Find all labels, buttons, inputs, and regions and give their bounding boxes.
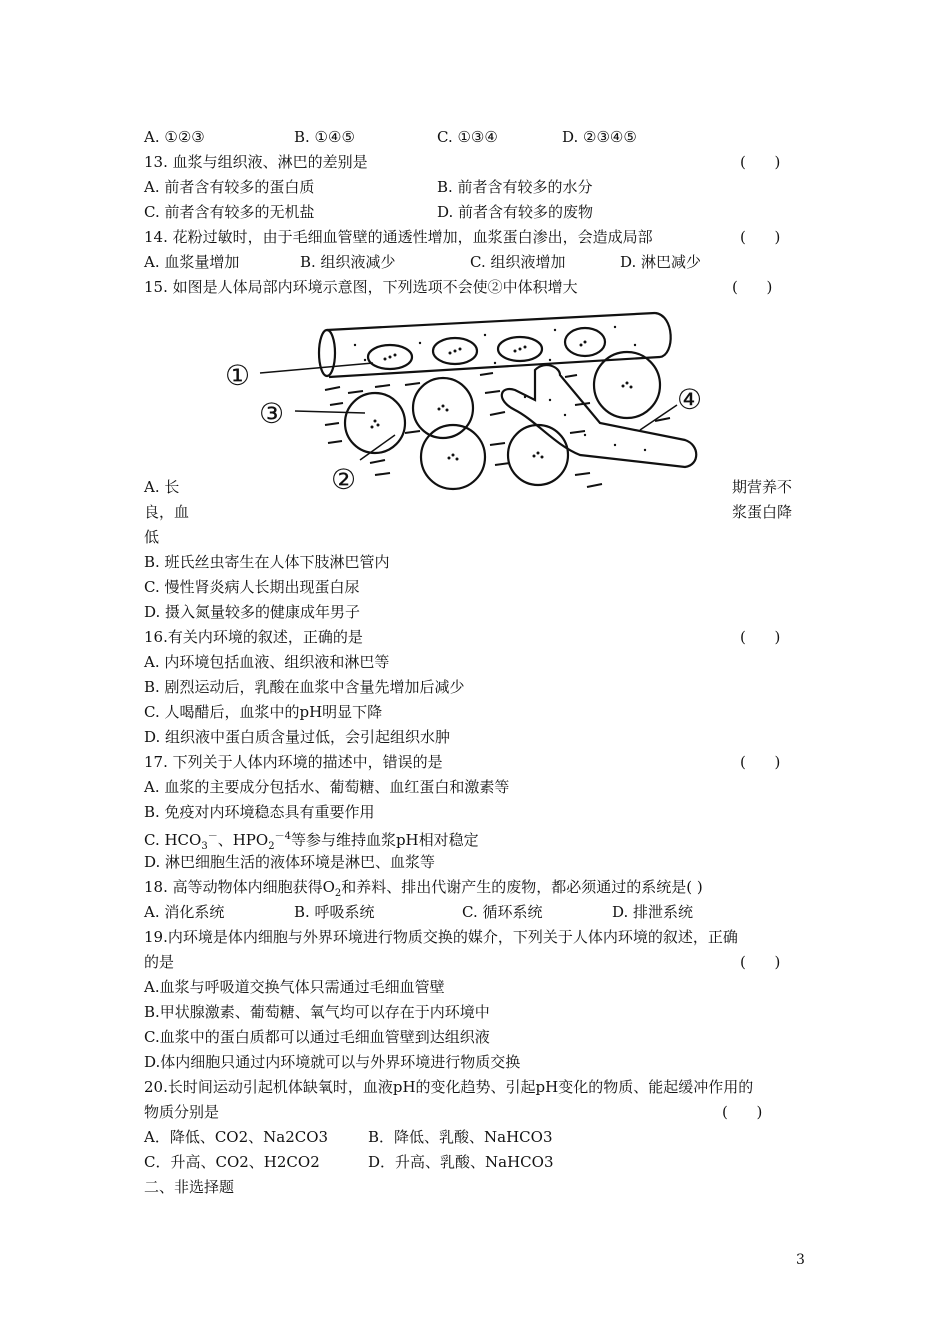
- q13-option-a: A. 前者含有较多的蛋白质: [144, 178, 315, 196]
- q17-option-a: A. 血浆的主要成分包括水、葡萄糖、血红蛋白和激素等: [144, 778, 510, 796]
- q17-c-sub1: 3: [201, 841, 208, 852]
- q17-stem: 17. 下列关于人体内环境的描述中，错误的是: [144, 753, 443, 771]
- q19-option-d: D.体内细胞只通过内环境就可以与外界环境进行物质交换: [144, 1053, 521, 1071]
- q18-option-a: A. 消化系统: [144, 903, 225, 921]
- q13-option-c: C. 前者含有较多的无机盐: [144, 203, 315, 221]
- q20-stem-line2: 物质分别是: [144, 1103, 220, 1121]
- figure-label-3: ③: [259, 397, 285, 430]
- q16-option-c: C. 人喝醋后，血浆中的pH明显下降: [144, 703, 383, 721]
- q13-answer-paren: ( ): [740, 153, 781, 171]
- q19-answer-paren: ( ): [740, 953, 781, 971]
- q13-option-d: D. 前者含有较多的废物: [437, 203, 594, 221]
- q15-stem: 15. 如图是人体局部内环境示意图，下列选项不会使②中体积增大: [144, 278, 578, 296]
- q20-option-c: C．升高、CO2、H2CO2: [144, 1153, 320, 1171]
- q13-stem: 13. 血浆与组织液、淋巴的差别是: [144, 153, 368, 171]
- q17-c-prefix: C. HCO: [144, 831, 202, 849]
- q14-answer-paren: ( ): [740, 228, 781, 246]
- q16-option-d: D. 组织液中蛋白质含量过低，会引起组织水肿: [144, 728, 451, 746]
- q13-option-b: B. 前者含有较多的水分: [437, 178, 593, 196]
- q17-c-sup1: －: [207, 831, 218, 842]
- q17-c-mid: 、HPO: [217, 831, 269, 849]
- q12-option-c: C. ①③④: [437, 128, 498, 146]
- q19-option-c: C.血浆中的蛋白质都可以通过毛细血管壁到达组织液: [144, 1028, 490, 1046]
- q17-c-suffix: 等参与维持血浆pH相对稳定: [290, 831, 479, 849]
- q20-option-a: A．降低、CO2、Na2CO3: [144, 1128, 329, 1146]
- q20-stem-line1: 20.长时间运动引起机体缺氧时，血液pH的变化趋势、引起pH变化的物质、能起缓冲作用的: [144, 1078, 754, 1096]
- q20-option-b: B．降低、乳酸、NaHCO3: [368, 1128, 553, 1146]
- q15-option-a-part1: A. 长: [144, 478, 180, 496]
- q14-option-a: A. 血浆量增加: [144, 253, 240, 271]
- q14-option-b: B. 组织液减少: [300, 253, 396, 271]
- q17-answer-paren: ( ): [740, 753, 781, 771]
- q16-option-b: B. 剧烈运动后，乳酸在血浆中含量先增加后减少: [144, 678, 465, 696]
- q19-option-a: A.血浆与呼吸道交换气体只需通过毛细血管壁: [144, 978, 445, 996]
- figure-label-1: ①: [225, 359, 251, 392]
- section-heading: 二、非选择题: [144, 1178, 235, 1196]
- q15-option-a-part5: 低: [144, 528, 160, 546]
- q14-option-d: D. 淋巴减少: [620, 253, 702, 271]
- figure-label-2: ②: [331, 463, 357, 496]
- q15-option-c: C. 慢性肾炎病人长期出现蛋白尿: [144, 578, 360, 596]
- q12-option-a: A. ①②③: [144, 128, 205, 146]
- q18-stem: [144, 877, 703, 904]
- q12-option-d: D. ②③④⑤: [562, 128, 637, 146]
- q15-option-d: D. 摄入氮量较多的健康成年男子: [144, 603, 361, 621]
- q18-stem-sub: 2: [334, 888, 342, 899]
- q15-option-a-part3: 良，血: [144, 503, 190, 521]
- q20-answer-paren: ( ): [722, 1103, 763, 1121]
- q18-option-d: D. 排泄系统: [612, 903, 694, 921]
- q15-option-b: B. 班氏丝虫寄生在人体下肢淋巴管内: [144, 553, 390, 571]
- q15-option-a-part4: 浆蛋白降: [732, 503, 793, 521]
- q16-stem: 16.有关内环境的叙述，正确的是: [144, 628, 363, 646]
- q18-option-c: C. 循环系统: [462, 903, 543, 921]
- page-number: 3: [796, 1252, 805, 1268]
- q17-option-b: B. 免疫对内环境稳态具有重要作用: [144, 803, 375, 821]
- figure-label-4: ④: [677, 383, 703, 416]
- q18-stem-pre: 18. 高等动物体内细胞获得O: [144, 878, 335, 896]
- q18-option-b: B. 呼吸系统: [294, 903, 375, 921]
- internal-environment-diagram: [215, 305, 715, 500]
- q20-option-d: D．升高、乳酸、NaHCO3: [368, 1153, 554, 1171]
- q19-stem-line1: 19.内环境是体内细胞与外界环境进行物质交换的媒介，下列关于人体内环境的叙述，正确: [144, 928, 738, 946]
- q15-option-a-part2: 期营养不: [732, 478, 793, 496]
- q17-c-sup2: －4: [274, 831, 291, 842]
- q19-stem-line2: 的是: [144, 953, 175, 971]
- q14-option-c: C. 组织液增加: [470, 253, 566, 271]
- q17-option-d: D. 淋巴细胞生活的液体环境是淋巴、血浆等: [144, 853, 436, 871]
- q12-option-b: B. ①④⑤: [294, 128, 355, 146]
- q17-c-sub2: 2: [268, 841, 275, 852]
- q15-answer-paren: ( ): [732, 278, 773, 296]
- q16-option-a: A. 内环境包括血液、组织液和淋巴等: [144, 653, 390, 671]
- q16-answer-paren: ( ): [740, 628, 781, 646]
- q19-option-b: B.甲状腺激素、葡萄糖、氧气均可以存在于内环境中: [144, 1003, 490, 1021]
- q18-stem-post: 和养料、排出代谢产生的废物，都必须通过的系统是( ): [341, 878, 703, 896]
- q14-stem: 14. 花粉过敏时，由于毛细血管壁的通透性增加，血浆蛋白渗出，会造成局部: [144, 228, 653, 246]
